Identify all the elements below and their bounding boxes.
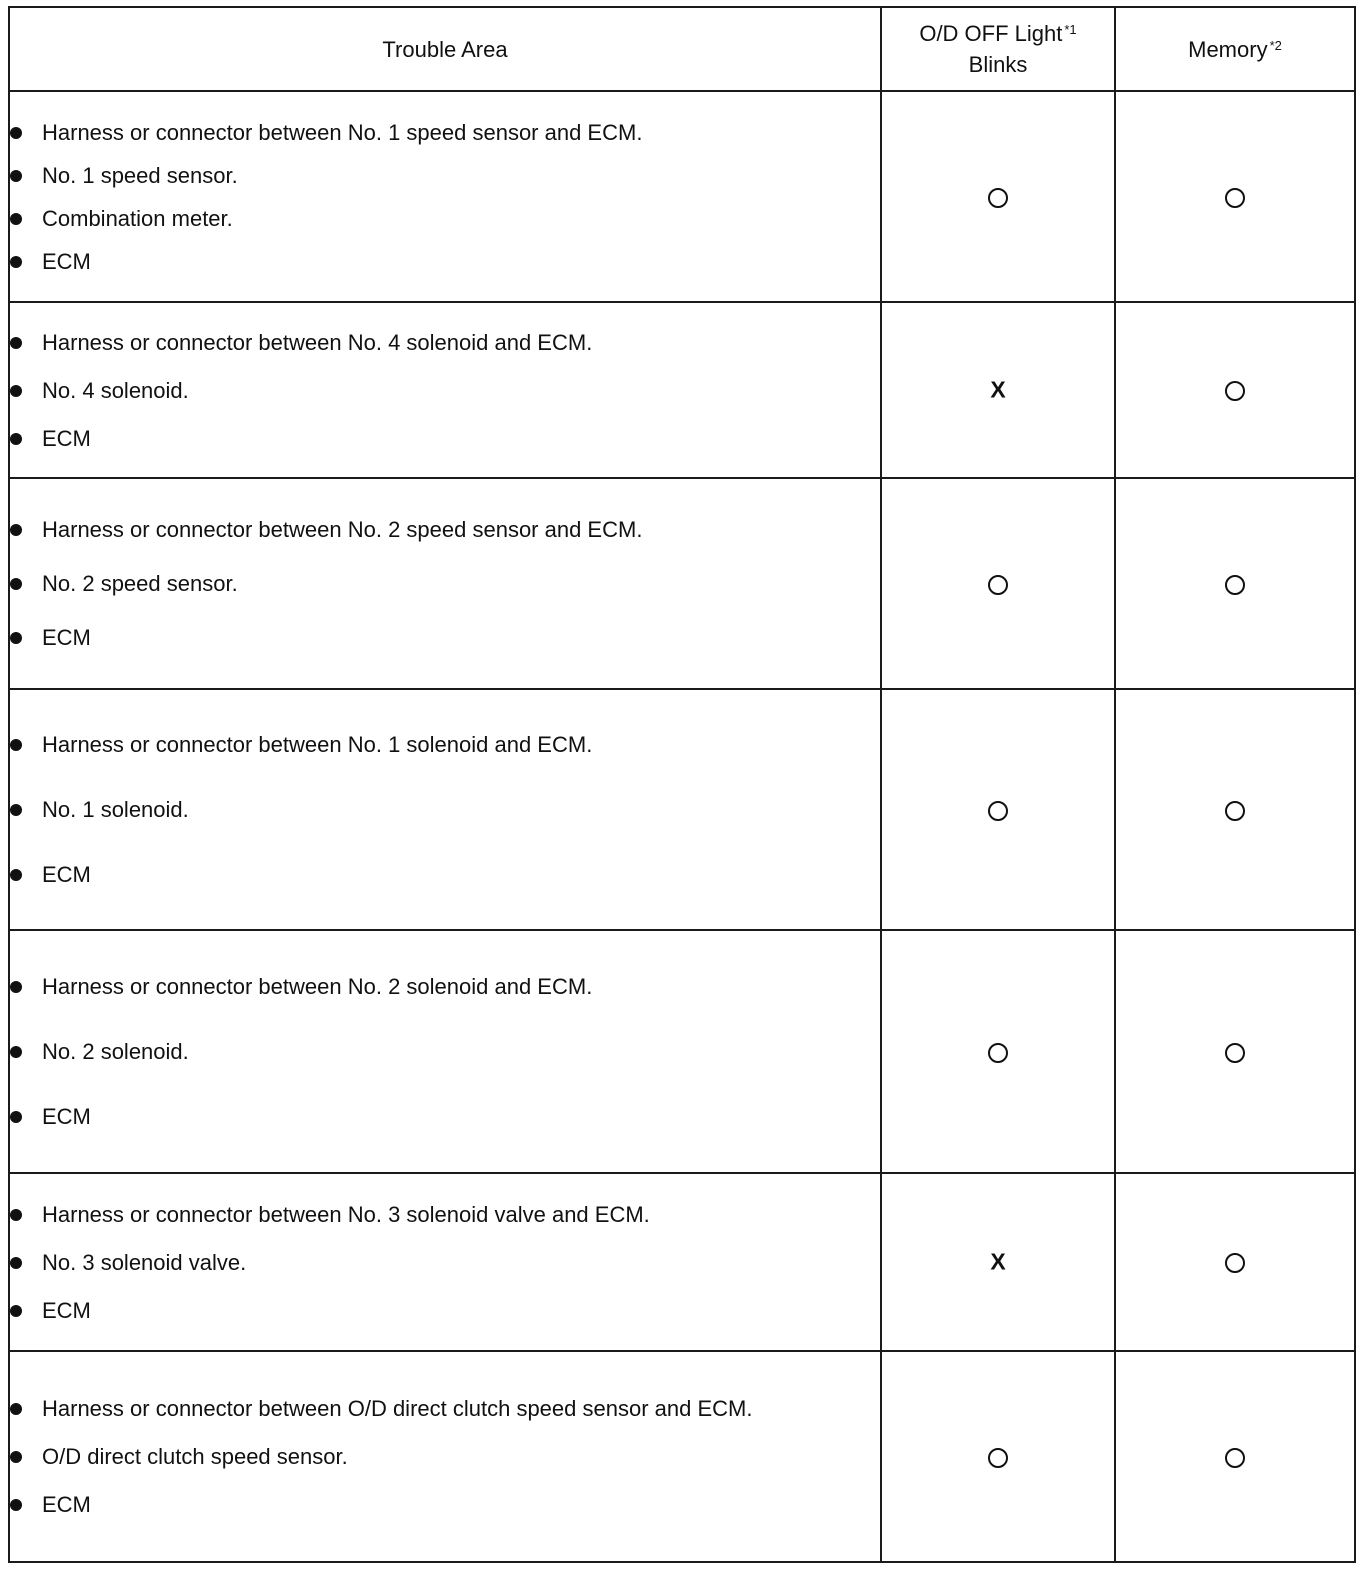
od-off-light-cell	[881, 302, 1115, 478]
bullet-icon	[10, 256, 22, 268]
list-item-text: O/D direct clutch speed sensor.	[42, 1444, 348, 1469]
header-trouble-area	[9, 7, 881, 91]
list-item	[10, 203, 880, 234]
bullet-icon	[10, 981, 22, 993]
bullet-icon	[10, 433, 22, 445]
table-row	[9, 1173, 1355, 1351]
list-item	[10, 160, 880, 191]
bullet-icon	[10, 1305, 22, 1317]
list-item-text: Harness or connector between No. 1 solenoid and ECM.	[42, 732, 593, 757]
trouble-area-table	[8, 6, 1356, 1563]
header-od-off-light-label: O/D OFF Light	[919, 21, 1063, 46]
list-item	[10, 729, 880, 760]
od-off-light-cell	[881, 1173, 1115, 1351]
od-off-light-cell	[881, 478, 1115, 689]
list-item	[10, 1393, 880, 1424]
list-item	[10, 1441, 880, 1472]
list-item-text: No. 4 solenoid.	[42, 377, 189, 403]
bullet-icon	[10, 1209, 22, 1221]
trouble-area-list	[10, 117, 880, 277]
bullet-icon	[10, 869, 22, 881]
memory-cell	[1115, 930, 1355, 1173]
header-blinks-label: Blinks	[968, 52, 1028, 77]
list-item-text: Harness or connector between No. 2 speed sensor and ECM.	[42, 517, 643, 542]
list-item-text: Harness or connector between No. 4 solenoid and ECM.	[42, 329, 593, 355]
header-memory	[1115, 7, 1355, 91]
circle-mark-icon	[1225, 1253, 1245, 1273]
table-row	[9, 689, 1355, 930]
bullet-icon	[10, 213, 22, 225]
list-item-text: ECM	[42, 425, 91, 451]
trouble-area-list	[10, 971, 880, 1132]
list-item	[10, 1247, 880, 1278]
bullet-icon	[10, 337, 22, 349]
bullet-icon	[10, 804, 22, 816]
header-row	[9, 7, 1355, 91]
circle-mark-icon	[988, 1448, 1008, 1468]
trouble-area-cell	[9, 91, 881, 302]
circle-mark-icon	[988, 801, 1008, 821]
header-memory-label: Memory	[1188, 36, 1268, 62]
list-item	[10, 423, 880, 454]
list-item-text: ECM	[42, 625, 91, 650]
circle-mark-icon	[1225, 188, 1245, 208]
table-row	[9, 91, 1355, 302]
trouble-area-list	[10, 729, 880, 890]
circle-mark-icon	[1225, 801, 1245, 821]
list-item-text: Harness or connector between No. 2 solenoid and ECM.	[42, 974, 593, 999]
x-mark: X	[990, 1248, 1006, 1275]
list-item	[10, 246, 880, 277]
bullet-icon	[10, 1403, 22, 1415]
bullet-icon	[10, 127, 22, 139]
list-item	[10, 375, 880, 406]
list-item	[10, 622, 880, 653]
bullet-icon	[10, 170, 22, 182]
bullet-icon	[10, 632, 22, 644]
list-item	[10, 1199, 880, 1230]
bullet-icon	[10, 1451, 22, 1463]
list-item	[10, 514, 880, 545]
memory-cell	[1115, 1351, 1355, 1562]
header-od-off-light	[881, 7, 1115, 91]
trouble-area-list	[10, 327, 880, 454]
memory-cell	[1115, 1173, 1355, 1351]
list-item-text: No. 3 solenoid valve.	[42, 1249, 247, 1275]
od-off-light-cell	[881, 930, 1115, 1173]
list-item	[10, 971, 880, 1002]
circle-mark-icon	[1225, 381, 1245, 401]
list-item	[10, 327, 880, 358]
circle-mark-icon	[1225, 1448, 1245, 1468]
list-item	[10, 859, 880, 890]
x-mark: X	[990, 376, 1006, 403]
list-item	[10, 1489, 880, 1520]
bullet-icon	[10, 1257, 22, 1269]
header-trouble-area-label: Trouble Area	[382, 36, 508, 62]
list-item-text: No. 2 speed sensor.	[42, 571, 238, 596]
table-row	[9, 478, 1355, 689]
list-item-text: Harness or connector between O/D direct clutch speed sensor and ECM.	[42, 1396, 753, 1421]
footnote-ref-1: *1	[1064, 22, 1077, 37]
circle-mark-icon	[988, 188, 1008, 208]
circle-mark-icon	[1225, 575, 1245, 595]
memory-cell	[1115, 478, 1355, 689]
list-item-text: ECM	[42, 862, 91, 887]
circle-mark-icon	[988, 1043, 1008, 1063]
memory-cell	[1115, 689, 1355, 930]
od-off-light-cell	[881, 1351, 1115, 1562]
circle-mark-icon	[1225, 1043, 1245, 1063]
od-off-light-cell	[881, 91, 1115, 302]
list-item	[10, 117, 880, 148]
trouble-area-cell	[9, 930, 881, 1173]
bullet-icon	[10, 1111, 22, 1123]
trouble-area-list	[10, 1393, 880, 1520]
list-item	[10, 1101, 880, 1132]
list-item	[10, 794, 880, 825]
memory-cell	[1115, 91, 1355, 302]
od-off-light-cell	[881, 689, 1115, 930]
list-item-text: ECM	[42, 1104, 91, 1129]
list-item-text: No. 1 solenoid.	[42, 797, 189, 822]
trouble-area-cell	[9, 689, 881, 930]
memory-cell	[1115, 302, 1355, 478]
list-item-text: No. 2 solenoid.	[42, 1039, 189, 1064]
list-item-text: Combination meter.	[42, 205, 233, 231]
trouble-area-list	[10, 514, 880, 653]
table-row	[9, 302, 1355, 478]
list-item	[10, 568, 880, 599]
bullet-icon	[10, 524, 22, 536]
list-item	[10, 1036, 880, 1067]
bullet-icon	[10, 1046, 22, 1058]
trouble-area-cell	[9, 1351, 881, 1562]
bullet-icon	[10, 1499, 22, 1511]
list-item-text: Harness or connector between No. 3 solenoid valve and ECM.	[42, 1201, 650, 1227]
trouble-area-cell	[9, 478, 881, 689]
list-item-text: ECM	[42, 248, 91, 274]
trouble-area-list	[10, 1199, 880, 1326]
table-row	[9, 1351, 1355, 1562]
bullet-icon	[10, 385, 22, 397]
list-item-text: Harness or connector between No. 1 speed sensor and ECM.	[42, 119, 643, 145]
list-item	[10, 1295, 880, 1326]
circle-mark-icon	[988, 575, 1008, 595]
list-item-text: No. 1 speed sensor.	[42, 162, 238, 188]
trouble-area-cell	[9, 1173, 881, 1351]
bullet-icon	[10, 578, 22, 590]
list-item-text: ECM	[42, 1297, 91, 1323]
bullet-icon	[10, 739, 22, 751]
list-item-text: ECM	[42, 1492, 91, 1517]
table-row	[9, 930, 1355, 1173]
trouble-area-cell	[9, 302, 881, 478]
footnote-ref-2: *2	[1269, 37, 1282, 53]
table-body	[9, 91, 1355, 1562]
